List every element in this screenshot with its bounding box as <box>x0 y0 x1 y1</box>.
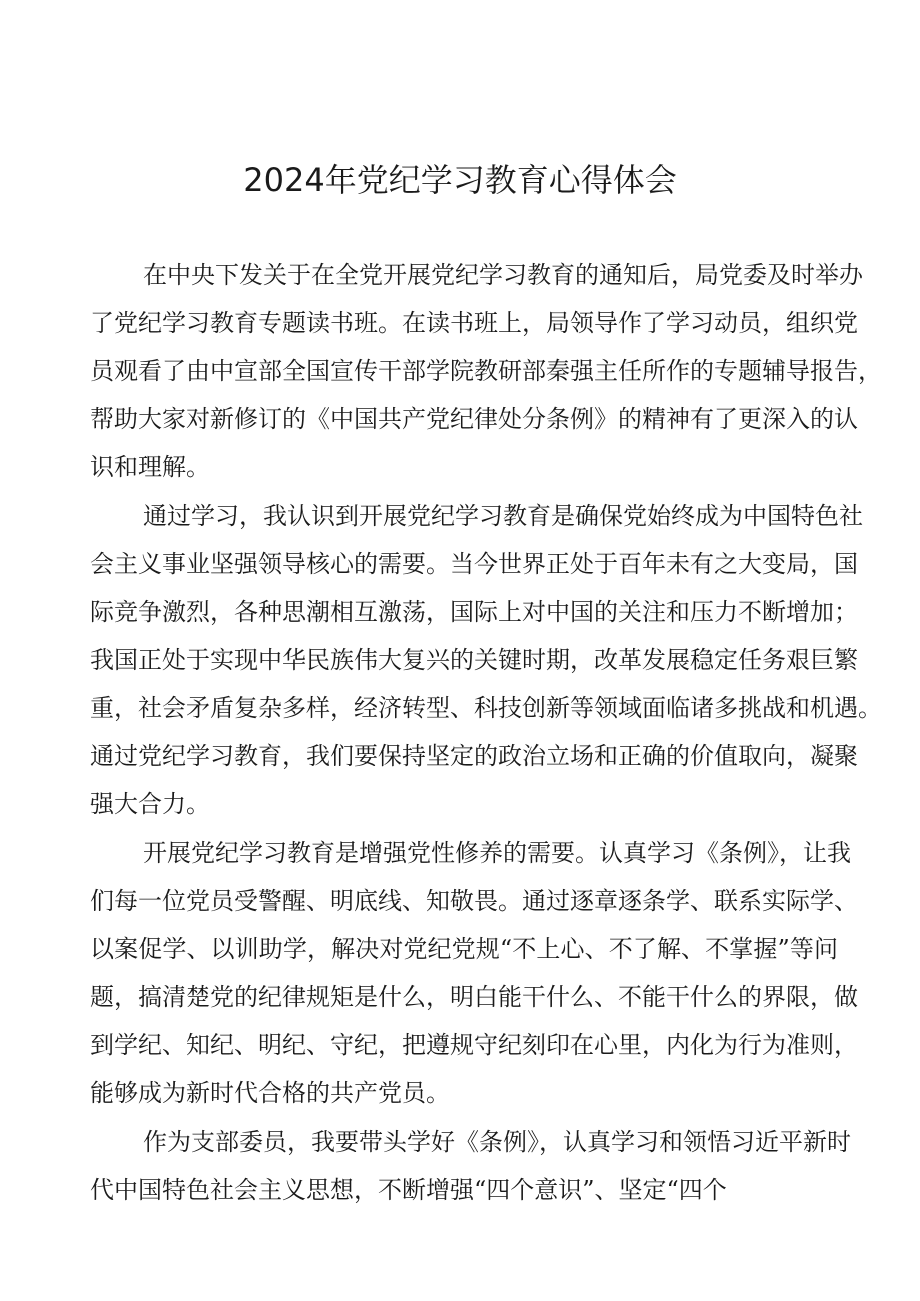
paragraph-line: 帮助大家对新修订的《中国共产党纪律处分条例》的精神有了更深入的认 <box>90 405 858 433</box>
paragraph-line: 题，搞清楚党的纪律规矩是什么，明白能干什么、不能干什么的界限，做 <box>90 983 858 1011</box>
paragraph-line: 强大合力。 <box>90 790 210 818</box>
paragraph-line: 在中央下发关于在全党开展党纪学习教育的通知后，局党委及时举办 <box>143 261 863 289</box>
paragraph-line: 到学纪、知纪、明纪、守纪，把遵规守纪刻印在心里，内化为行为准则， <box>90 1031 858 1059</box>
paragraph-line: 会主义事业坚强领导核心的需要。当今世界正处于百年未有之大变局，国 <box>90 550 858 578</box>
paragraph-line: 际竞争激烈，各种思潮相互激荡，国际上对中国的关注和压力不断增加； <box>90 598 858 626</box>
paragraph-line: 以案促学、以训助学，解决对党纪党规“不上心、不了解、不掌握”等问 <box>90 935 838 963</box>
document-title: 2024年党纪学习教育心得体会 <box>243 161 677 199</box>
paragraph-line: 们每一位党员受警醒、明底线、知敬畏。通过逐章逐条学、联系实际学、 <box>90 887 858 915</box>
paragraph-line: 开展党纪学习教育是增强党性修养的需要。认真学习《条例》，让我 <box>143 839 851 867</box>
paragraph-line: 代中国特色社会主义思想，不断增强“四个意识”、坚定“四个 <box>90 1176 727 1204</box>
paragraph-line: 通过党纪学习教育，我们要保持坚定的政治立场和正确的价值取向，凝聚 <box>90 742 858 770</box>
paragraph-line: 识和理解。 <box>90 453 210 481</box>
paragraph-line: 重，社会矛盾复杂多样，经济转型、科技创新等领域面临诸多挑战和机遇。 <box>90 694 882 722</box>
paragraph-line: 作为支部委员，我要带头学好《条例》，认真学习和领悟习近平新时 <box>143 1128 851 1156</box>
paragraph-line: 能够成为新时代合格的共产党员。 <box>90 1079 450 1107</box>
paragraph-line: 通过学习，我认识到开展党纪学习教育是确保党始终成为中国特色社 <box>143 502 863 530</box>
paragraph-line: 了党纪学习教育专题读书班。在读书班上，局领导作了学习动员，组织党 <box>90 309 858 337</box>
paragraph-line: 员观看了由中宣部全国宣传干部学院教研部秦强主任所作的专题辅导报告， <box>90 357 882 385</box>
paragraph-line: 我国正处于实现中华民族伟大复兴的关键时期，改革发展稳定任务艰巨繁 <box>90 646 858 674</box>
